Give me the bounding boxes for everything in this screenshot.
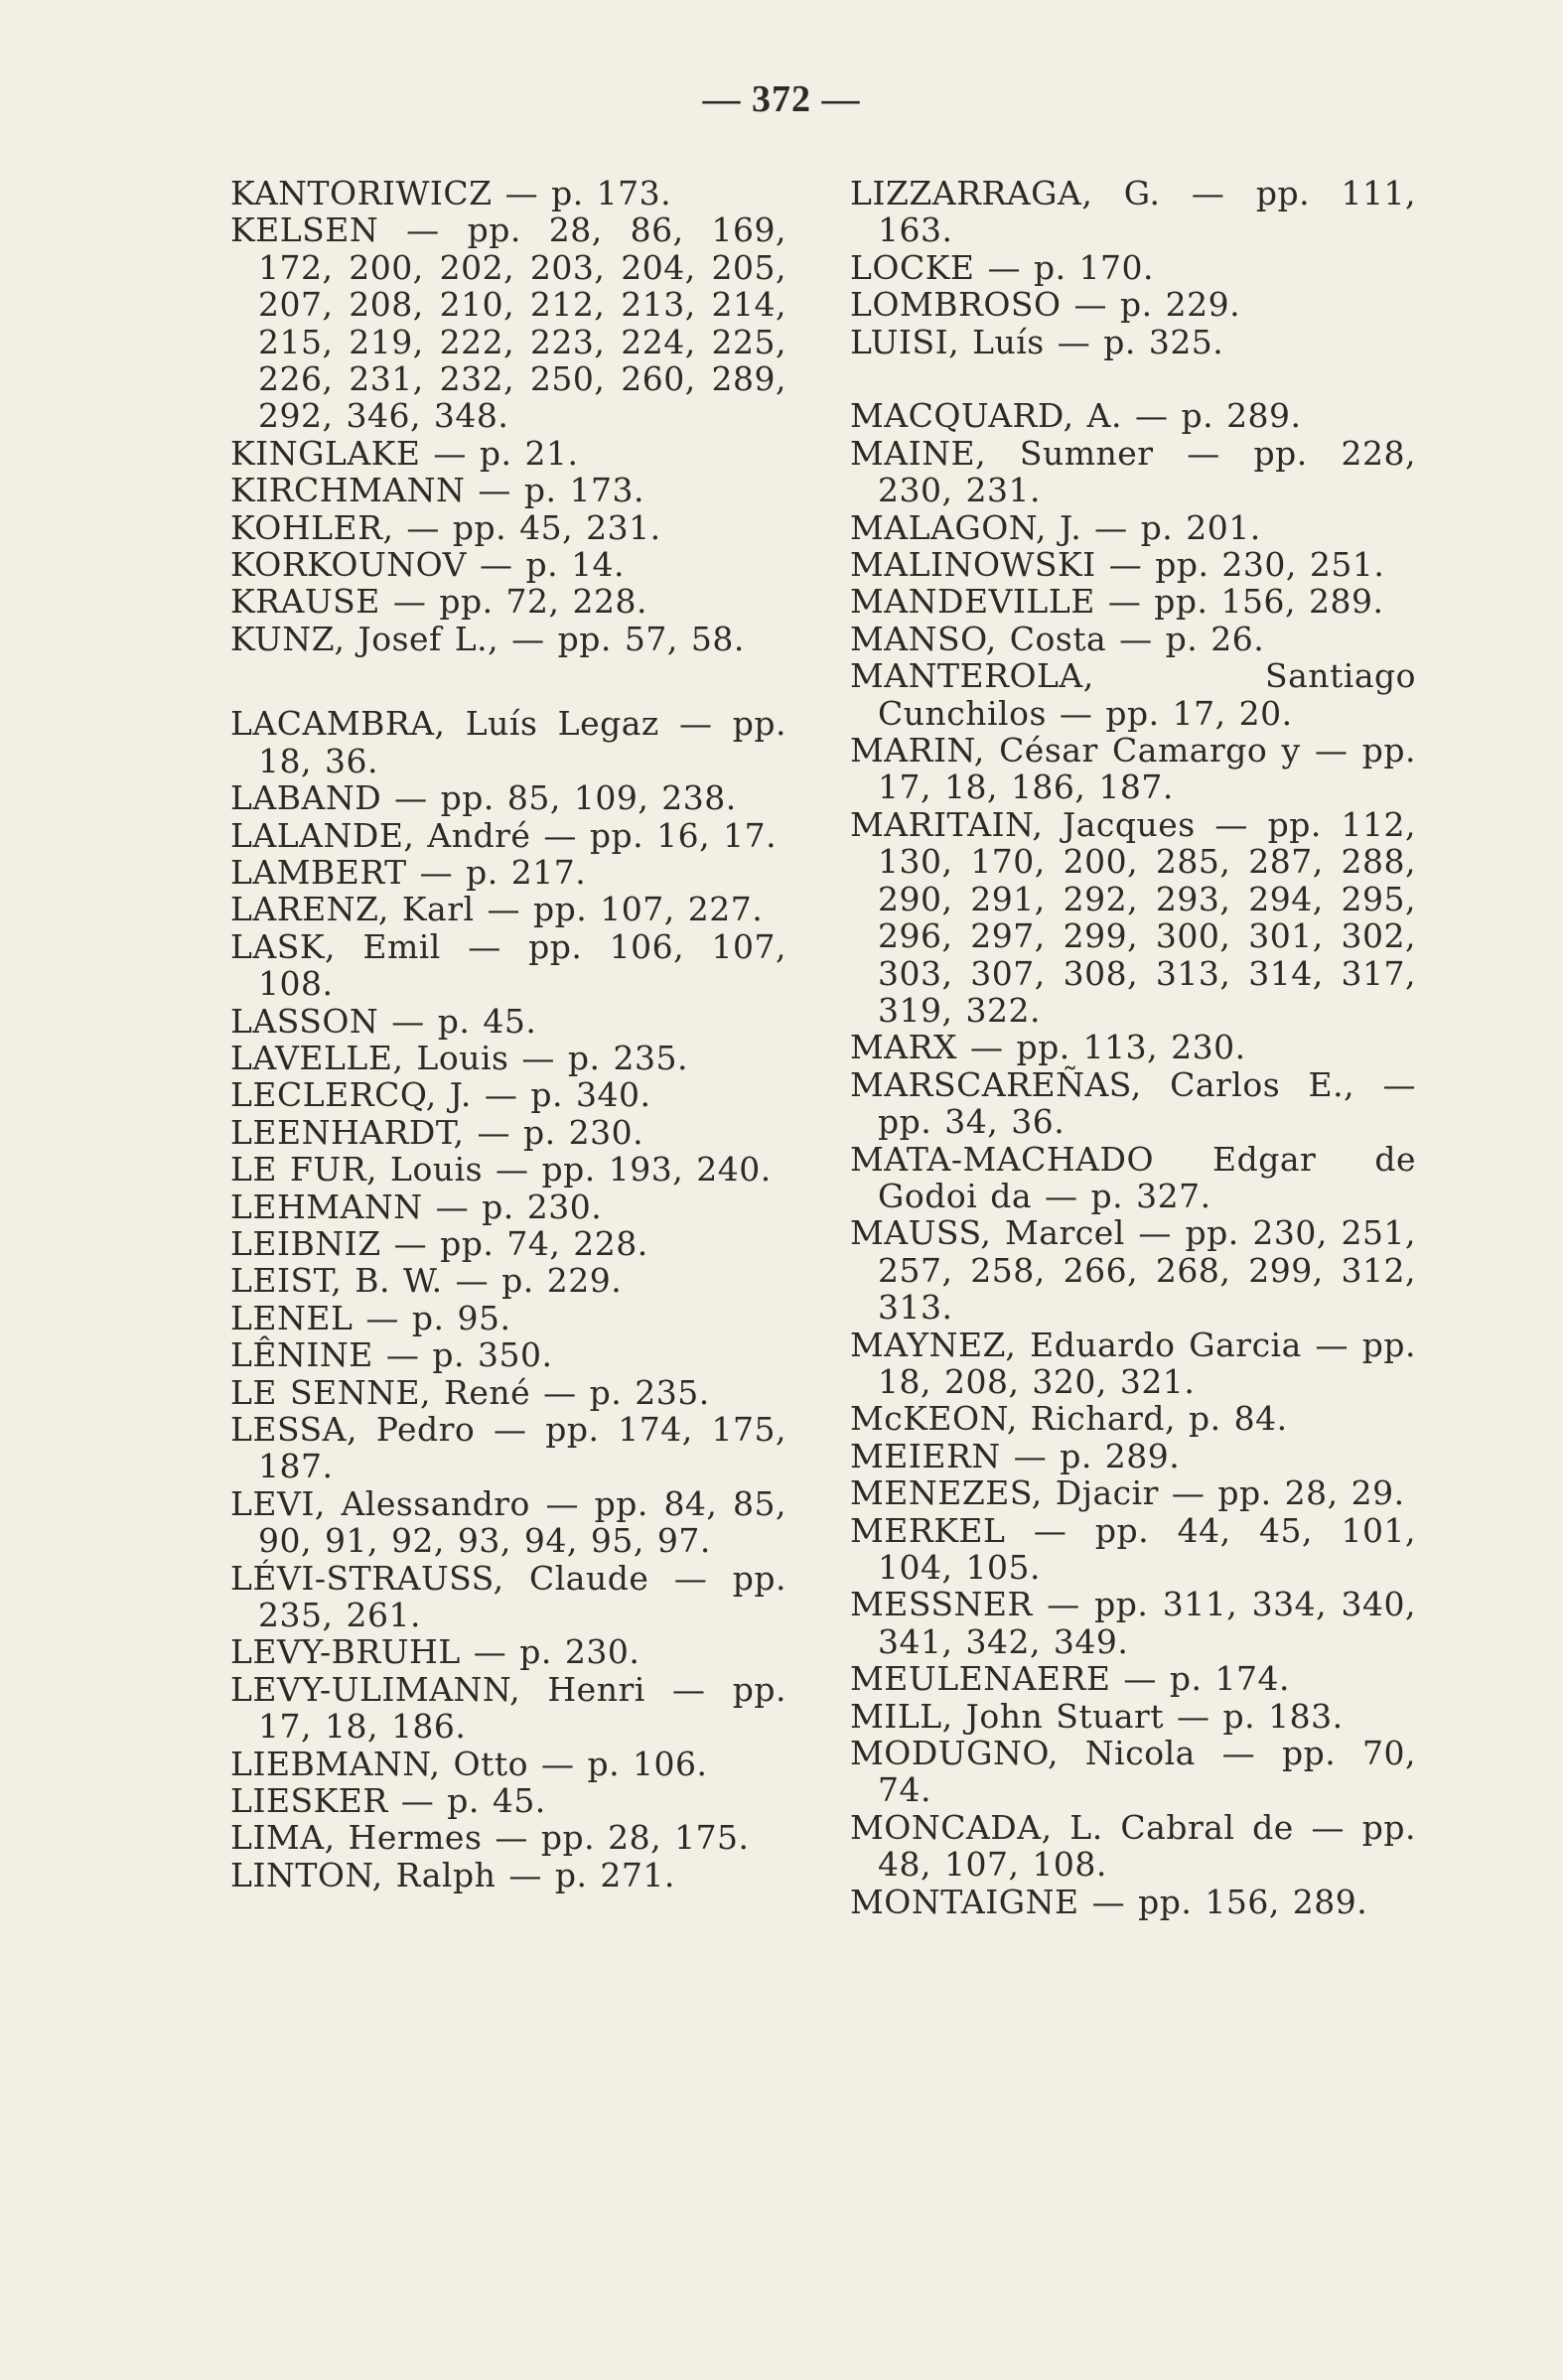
index-entry: LE FUR, Louis — pp. 193, 240. (230, 1150, 772, 1190)
index-entry: KORKOUNOV — p. 14. (230, 545, 626, 585)
index-entry: LAVELLE, Louis — p. 235. (230, 1038, 689, 1077)
index-entry: MEULENAERE — p. 174. (850, 1659, 1290, 1699)
index-entry: LEENHARDT, — p. 230. (230, 1112, 644, 1152)
index-entry: KELSEN — pp. 28, 86, 169, 172, 200, 202, 203, 204, 205, 207, 208, 210, 212, 213, 214, 215, 219, 222, 223, 224, 225, 226, 231, 232, 250, 260, 289, 292, 346, 348. (230, 210, 786, 436)
index-entry: LEVY-ULIMANN, Henri — pp. 17, 18, 186. (230, 1669, 786, 1747)
index-entry: LIZZARRAGA, G. — pp. 111, 163. (850, 174, 1416, 250)
index-entry: MARITAIN, Jacques — pp. 112, 130, 170, 200, 285, 287, 288, 290, 291, 292, 293, 294, 295, 296, 297, 299, 300, 301, 302, 303, 307, 308, 313, 314, 317, 319, 322. (850, 804, 1416, 1030)
index-entry: MARX — pp. 113, 230. (850, 1028, 1246, 1067)
index-entry: KIRCHMANN — p. 173. (230, 471, 644, 510)
index-group-l-continued (850, 175, 1416, 360)
index-entry: LEVI, Alessandro — pp. 84, 85, 90, 91, 92, 93, 94, 95, 97. (230, 1483, 786, 1561)
index-entry: MILL, John Stuart — p. 183. (850, 1696, 1344, 1736)
index-entry: MAINE, Sumner — pp. 228, 230, 231. (850, 433, 1416, 510)
index-entry: MENEZES, Djacir — pp. 28, 29. (850, 1473, 1405, 1513)
index-entry: LALANDE, André — pp. 16, 17. (230, 815, 778, 855)
index-entry: MODUGNO, Nicola — pp. 70, 74. (850, 1734, 1416, 1810)
index-entry: LABAND — pp. 85, 109, 238. (230, 778, 737, 818)
index-entry: MEIERN — p. 289. (850, 1436, 1181, 1475)
index-entry: LINTON, Ralph — p. 271. (230, 1855, 675, 1894)
page-number: — 372 — (702, 78, 861, 120)
index-entry: MALAGON, J. — p. 201. (850, 507, 1261, 547)
index-entry: LUISI, Luís — p. 325. (850, 322, 1224, 361)
index-entry: MALINOWSKI — pp. 230, 251. (850, 545, 1385, 585)
index-entry: LECLERCQ, J. — p. 340. (230, 1075, 651, 1115)
index-entry: KUNZ, Josef L., — pp. 57, 58. (230, 619, 745, 658)
index-entry: LAMBERT — p. 217. (230, 852, 587, 892)
index-entry: LIEBMANN, Otto — p. 106. (230, 1744, 708, 1783)
index-entry: LÊNINE — p. 350. (230, 1335, 553, 1375)
index-entry: LOCKE — p. 170. (850, 247, 1155, 287)
index-entry: LEIBNIZ — pp. 74, 228. (230, 1223, 648, 1263)
index-entry: LASSON — p. 45. (230, 1001, 537, 1041)
index-entry: MANDEVILLE — pp. 156, 289. (850, 582, 1384, 622)
index-entry: LESSA, Pedro — pp. 174, 175, 187. (230, 1410, 786, 1486)
index-entry: LIMA, Hermes — pp. 28, 175. (230, 1818, 750, 1858)
index-group-l (230, 705, 786, 1893)
index-entry: MARIN, César Camargo y — pp. 17, 18, 186, 187. (850, 731, 1416, 807)
index-entry: LIESKER — p. 45. (230, 1781, 546, 1821)
index-entry: MONCADA, L. Cabral de — pp. 48, 107, 108. (850, 1807, 1416, 1885)
index-entry: MONTAIGNE — pp. 156, 289. (850, 1882, 1368, 1921)
index-entry: MACQUARD, A. — p. 289. (850, 396, 1302, 436)
index-entry: LÉVI-STRAUSS, Claude — pp. 235, 261. (230, 1558, 786, 1635)
index-entry: MERKEL — pp. 44, 45, 101, 104, 105. (850, 1510, 1416, 1588)
index-entry: MARSCAREÑAS, Carlos E., — pp. 34, 36. (850, 1064, 1416, 1142)
index-entry: LENEL — p. 95. (230, 1298, 511, 1337)
index-entry: MAYNEZ, Eduardo Garcia — pp. 18, 208, 320, 321. (850, 1325, 1416, 1401)
index-entry: MESSNER — pp. 311, 334, 340, 341, 342, 349. (850, 1585, 1416, 1661)
index-column-left (230, 175, 786, 1893)
index-entry: KANTORIWICZ — p. 173. (230, 174, 672, 212)
index-entry: KOHLER, — pp. 45, 231. (230, 507, 661, 547)
index-entry: MANTEROLA, Santiago Cunchilos — pp. 17, 20. (850, 656, 1416, 733)
index-entry: LEVY-BRUHL — p. 230. (230, 1632, 640, 1672)
index-entry: LOMBROSO — p. 229. (850, 285, 1241, 325)
index-entry: LASK, Emil — pp. 106, 107, 108. (230, 926, 786, 1004)
index-entry: LEIST, B. W. — p. 229. (230, 1261, 623, 1301)
index-column-right (850, 175, 1416, 1920)
index-entry: MATA-MACHADO Edgar de Godoi da — p. 327. (850, 1139, 1416, 1215)
index-entry: LEHMANN — p. 230. (230, 1187, 603, 1226)
index-group-m (850, 397, 1416, 1920)
index-entry: MAUSS, Marcel — pp. 230, 251, 257, 258, 266, 268, 299, 312, 313. (850, 1213, 1416, 1328)
index-entry: LARENZ, Karl — pp. 107, 227. (230, 890, 764, 929)
index-entry: LACAMBRA, Luís Legaz — pp. 18, 36. (230, 704, 786, 780)
index-entry: KINGLAKE — p. 21. (230, 433, 579, 473)
index-entry: MANSO, Costa — p. 26. (850, 619, 1265, 658)
index-entry: LE SENNE, René — p. 235. (230, 1372, 710, 1412)
index-group-k (230, 175, 786, 657)
index-entry: KRAUSE — pp. 72, 228. (230, 582, 647, 622)
index-entry: McKEON, Richard, p. 84. (850, 1399, 1288, 1439)
